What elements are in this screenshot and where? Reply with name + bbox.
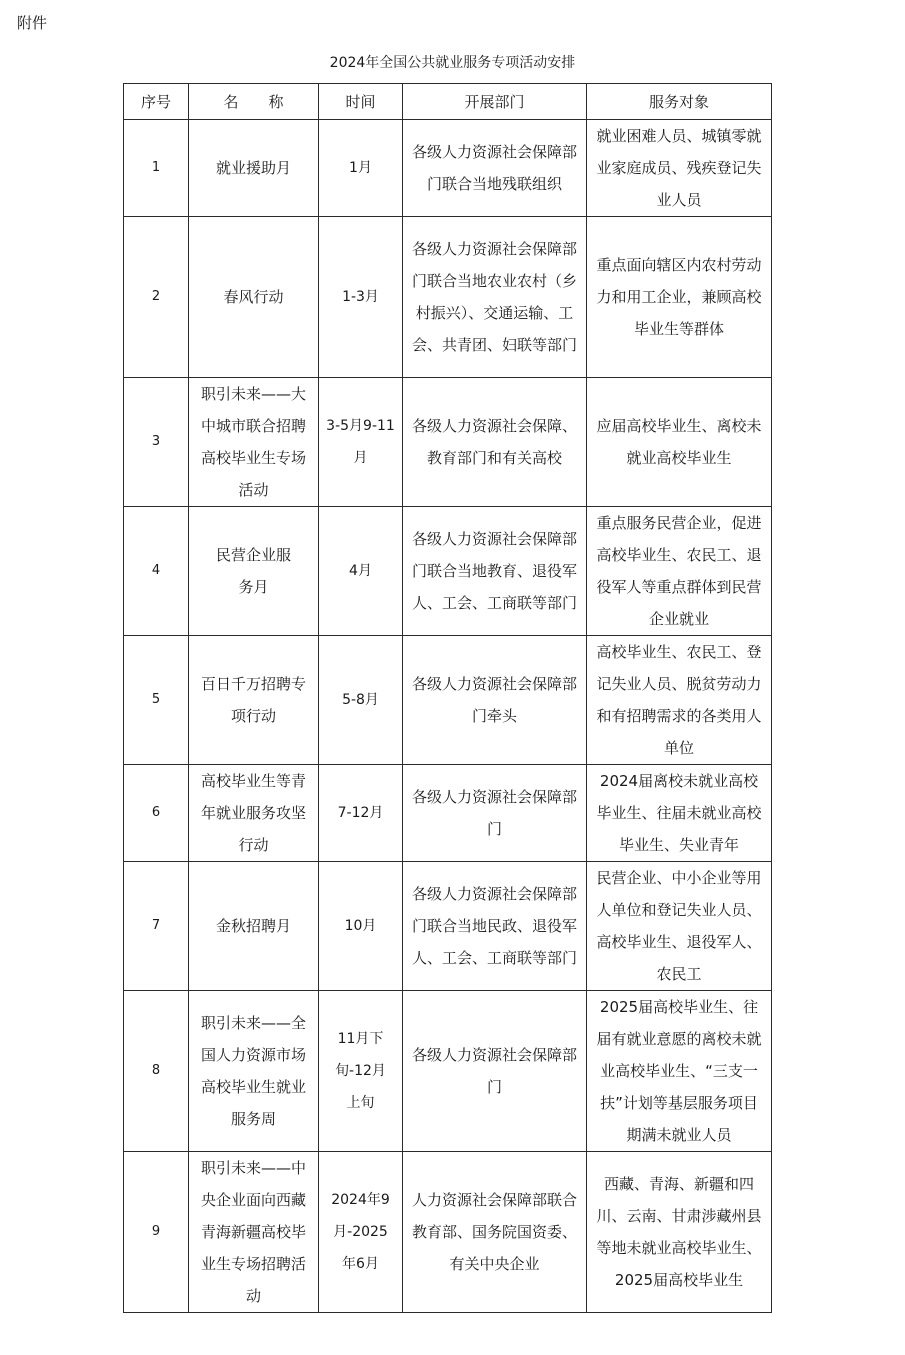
table-row	[124, 991, 772, 1152]
row-number: 1	[124, 120, 189, 217]
activity-name: 民营企业服务月	[189, 507, 319, 636]
activity-name: 职引未来——大中城市联合招聘高校毕业生专场活动	[189, 378, 319, 507]
table-row	[124, 378, 772, 507]
col-header-target: 服务对象	[587, 84, 772, 120]
activity-name: 就业援助月	[189, 120, 319, 217]
activity-time: 3-5月9-11月	[319, 378, 403, 507]
activity-department: 各级人力资源社会保障部门联合当地农业农村（乡村振兴）、交通运输、工会、共青团、妇联等部门	[403, 217, 587, 378]
row-number: 9	[124, 1152, 189, 1313]
activity-department: 各级人力资源社会保障部门联合当地民政、退役军人、工会、工商联等部门	[403, 862, 587, 991]
activity-department: 各级人力资源社会保障部门牵头	[403, 636, 587, 765]
table-header-row	[124, 84, 772, 120]
activity-name: 百日千万招聘专项行动	[189, 636, 319, 765]
row-number: 2	[124, 217, 189, 378]
col-header-name: 名 称	[189, 84, 319, 120]
activity-target: 应届高校毕业生、离校未就业高校毕业生	[587, 378, 772, 507]
table-row	[124, 120, 772, 217]
activity-name: 职引未来——中央企业面向西藏青海新疆高校毕业生专场招聘活动	[189, 1152, 319, 1313]
activity-target: 2025届高校毕业生、往届有就业意愿的离校未就业高校毕业生、“三支一扶”计划等基层服务项目期满未就业人员	[587, 991, 772, 1152]
row-number: 7	[124, 862, 189, 991]
activity-time: 4月	[319, 507, 403, 636]
activity-target: 民营企业、中小企业等用人单位和登记失业人员、高校毕业生、退役军人、农民工	[587, 862, 772, 991]
col-header-time: 时间	[319, 84, 403, 120]
activity-target: 2024届离校未就业高校毕业生、往届未就业高校毕业生、失业青年	[587, 765, 772, 862]
row-number: 8	[124, 991, 189, 1152]
activity-time: 2024年9月-2025年6月	[319, 1152, 403, 1313]
activity-department: 各级人力资源社会保障、教育部门和有关高校	[403, 378, 587, 507]
row-number: 4	[124, 507, 189, 636]
row-number: 5	[124, 636, 189, 765]
activity-time: 7-12月	[319, 765, 403, 862]
activity-department: 各级人力资源社会保障部门	[403, 765, 587, 862]
col-header-department: 开展部门	[403, 84, 587, 120]
activity-time: 11月下旬-12月上旬	[319, 991, 403, 1152]
row-number: 3	[124, 378, 189, 507]
activity-table	[123, 83, 772, 1313]
row-number: 6	[124, 765, 189, 862]
activity-target: 重点服务民营企业，促进高校毕业生、农民工、退役军人等重点群体到民营企业就业	[587, 507, 772, 636]
col-header-number: 序号	[124, 84, 189, 120]
table-row	[124, 636, 772, 765]
activity-department: 人力资源社会保障部联合教育部、国务院国资委、有关中央企业	[403, 1152, 587, 1313]
activity-name: 金秋招聘月	[189, 862, 319, 991]
activity-department: 各级人力资源社会保障部门	[403, 991, 587, 1152]
document-title: 2024年全国公共就业服务专项活动安排	[329, 55, 576, 71]
table-row	[124, 507, 772, 636]
table-row	[124, 1152, 772, 1313]
activity-name: 高校毕业生等青年就业服务攻坚行动	[189, 765, 319, 862]
activity-name: 春风行动	[189, 217, 319, 378]
activity-department: 各级人力资源社会保障部门联合当地残联组织	[403, 120, 587, 217]
table-row	[124, 765, 772, 862]
activity-target: 重点面向辖区内农村劳动力和用工企业，兼顾高校毕业生等群体	[587, 217, 772, 378]
activity-target: 就业困难人员、城镇零就业家庭成员、残疾登记失业人员	[587, 120, 772, 217]
activity-time: 1-3月	[319, 217, 403, 378]
activity-time: 5-8月	[319, 636, 403, 765]
activity-time: 1月	[319, 120, 403, 217]
activity-target: 西藏、青海、新疆和四川、云南、甘肃涉藏州县等地未就业高校毕业生、2025届高校毕业生	[587, 1152, 772, 1313]
activity-target: 高校毕业生、农民工、登记失业人员、脱贫劳动力和有招聘需求的各类用人单位	[587, 636, 772, 765]
activity-department: 各级人力资源社会保障部门联合当地教育、退役军人、工会、工商联等部门	[403, 507, 587, 636]
activity-name: 职引未来——全国人力资源市场高校毕业生就业服务周	[189, 991, 319, 1152]
attachment-label: 附件	[17, 14, 48, 32]
activity-time: 10月	[319, 862, 403, 991]
table-row	[124, 862, 772, 991]
table-row	[124, 217, 772, 378]
